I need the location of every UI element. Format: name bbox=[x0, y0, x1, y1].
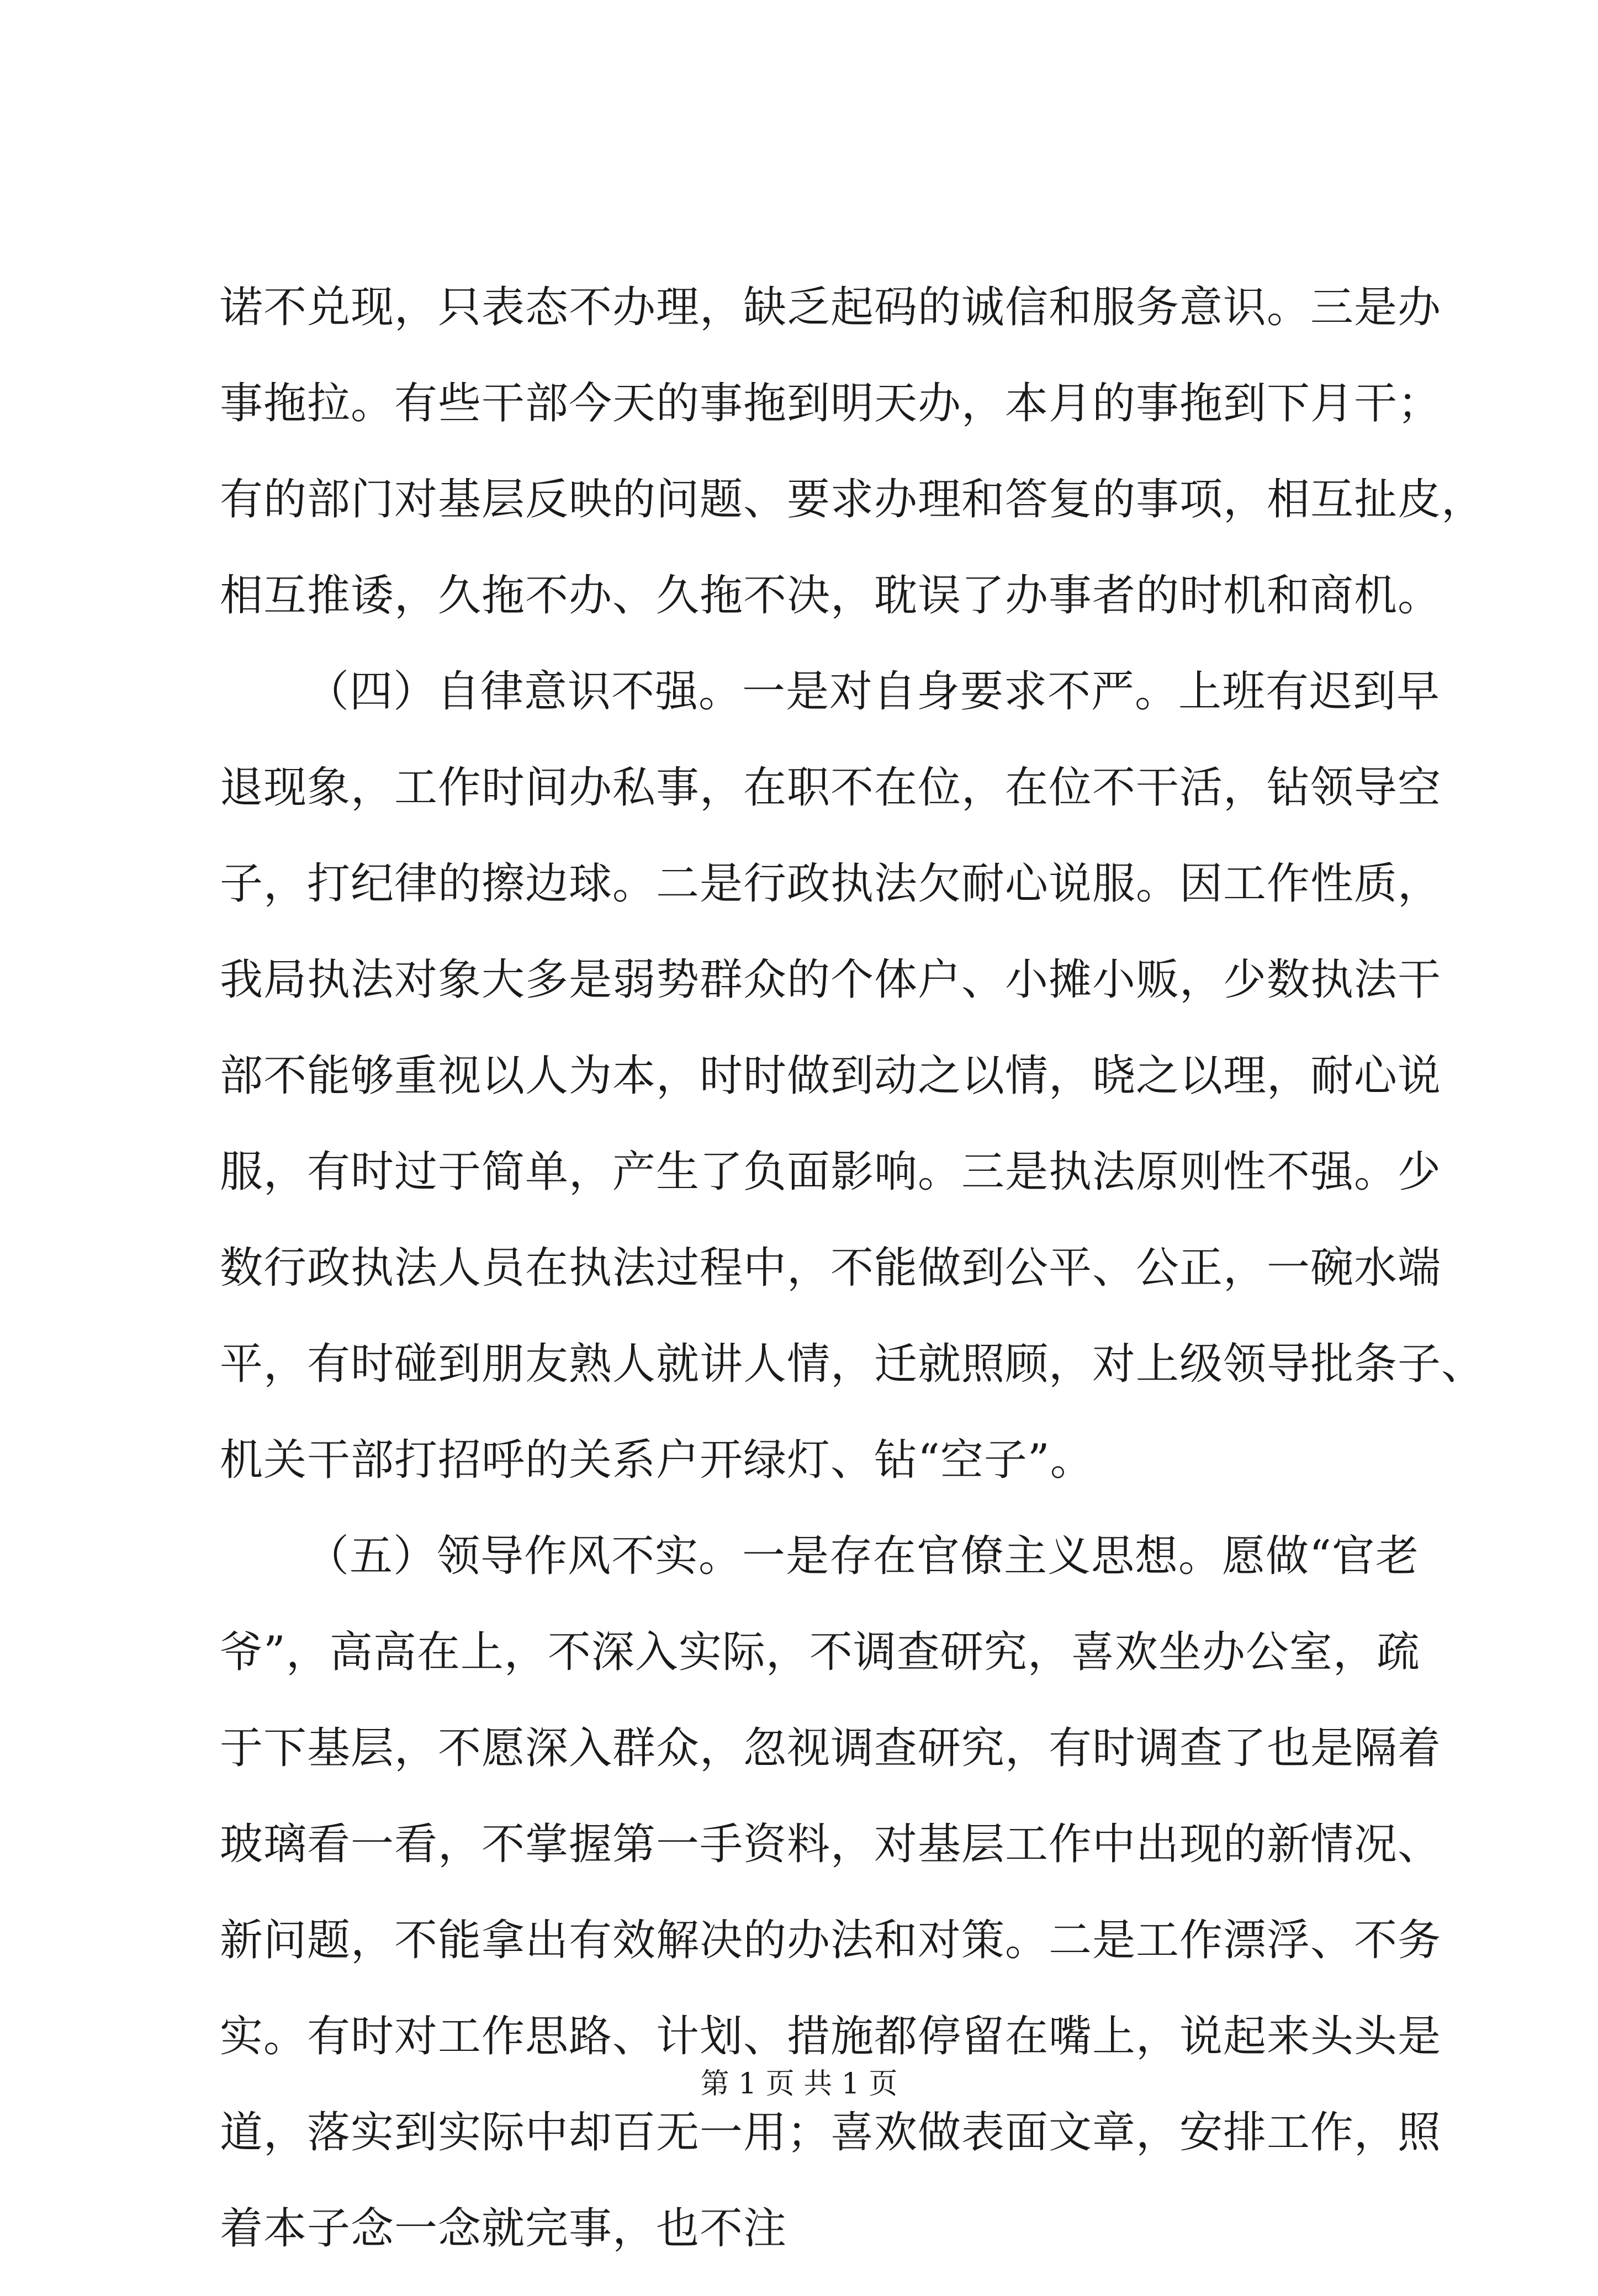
text-line: 新问题，不能拿出有效解决的办法和对策。二是工作漂浮、不务 bbox=[220, 1916, 1442, 1965]
text-line: 有的部门对基层反映的问题、要求办理和答复的事项，相互扯皮， bbox=[220, 475, 1485, 524]
text-line: 数行政执法人员在执法过程中，不能做到公平、公正，一碗水端 bbox=[220, 1243, 1442, 1293]
text-line: 着本子念一念就完事，也不注 bbox=[220, 2204, 787, 2253]
text-line: 爷”，高高在上，不深入实际，不调查研究，喜欢坐办公室，疏 bbox=[220, 1627, 1420, 1677]
text-line: 我局执法对象大多是弱势群众的个体户、小摊小贩，少数执法干 bbox=[220, 955, 1442, 1005]
section-heading-line: （五）领导作风不实。一是存在官僚主义思想。愿做“官老 bbox=[306, 1531, 1419, 1581]
text-line: 事拖拉。有些干部今天的事拖到明天办，本月的事拖到下月干； bbox=[220, 379, 1442, 428]
text-line: 机关干部打招呼的关系户开绿灯、钻“空子”。 bbox=[220, 1435, 1094, 1485]
text-line: 实。有时对工作思路、计划、措施都停留在嘴上，说起来头头是 bbox=[220, 2012, 1442, 2061]
document-body bbox=[220, 279, 1485, 2296]
text-line: 于下基层，不愿深入群众，忽视调查研究，有时调查了也是隔着 bbox=[220, 1724, 1442, 1773]
text-line: 道，落实到实际中却百无一用；喜欢做表面文章，安排工作，照 bbox=[220, 2108, 1442, 2157]
text-line: 部不能够重视以人为本，时时做到动之以情，晓之以理，耐心说 bbox=[220, 1051, 1442, 1101]
page-number-footer: 第 1 页 共 1 页 bbox=[700, 2067, 898, 2101]
text-line: 诺不兑现，只表态不办理，缺乏起码的诚信和服务意识。三是办 bbox=[220, 283, 1442, 332]
text-line: 服，有时过于简单，产生了负面影响。三是执法原则性不强。少 bbox=[220, 1147, 1442, 1197]
text-line: 平，有时碰到朋友熟人就讲人情，迁就照顾，对上级领导批条子、 bbox=[220, 1339, 1485, 1389]
text-line: 退现象，工作时间办私事，在职不在位，在位不干活，钻领导空 bbox=[220, 763, 1442, 813]
text-line: 玻璃看一看，不掌握第一手资料，对基层工作中出现的新情况、 bbox=[220, 1820, 1442, 1869]
text-line: 子，打纪律的擦边球。二是行政执法欠耐心说服。因工作性质， bbox=[220, 859, 1442, 909]
section-heading-line: （四）自律意识不强。一是对自身要求不严。上班有迟到早 bbox=[306, 667, 1441, 717]
text-line: 相互推诿，久拖不办、久拖不决，耽误了办事者的时机和商机。 bbox=[220, 571, 1442, 621]
